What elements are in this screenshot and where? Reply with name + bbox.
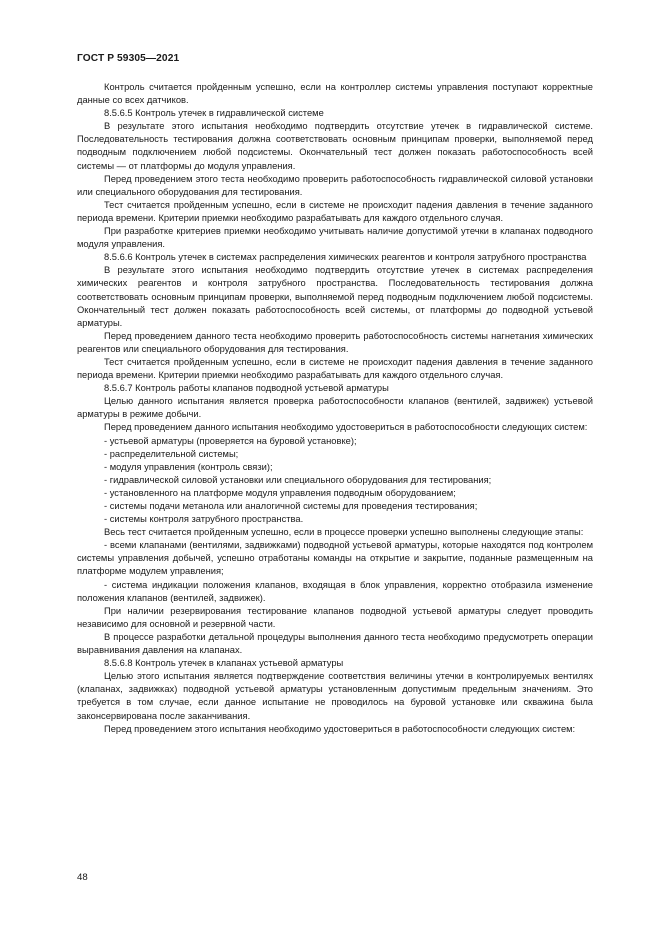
list-item: - гидравлической силовой установки или специального оборудования для тестирования; [104,474,492,485]
list-item: - устьевой арматуры (проверяется на буровой установке); [104,435,357,446]
section-heading-8-5-6-7: 8.5.6.7 Контроль работы клапанов подводной устьевой арматуры [104,383,389,394]
list-item: - модуля управления (контроль связи); [104,461,273,472]
paragraph: В результате этого испытания необходимо подтвердить отсутствие утечек в системах распределения химических реагентов и контроля затрубного пространства. Последовательность тестирования должна соответствовать основным принципам проверки, выполняемой перед подводным подключением любой подсистемы. Окончательный тест должен показать работоспособность всей системы, от платформы до подводной устьевой арматуры. [77,265,593,328]
paragraph: Весь тест считается пройденным успешно, если в процессе проверки успешно выполнены следующие этапы: [104,527,584,538]
paragraph: Целью данного испытания является проверка работоспособности клапанов (вентилей, задвижек) устьевой арматуры в режиме добычи. [77,396,593,420]
list-item: - системы контроля затрубного пространства. [104,514,304,525]
paragraph: В результате этого испытания необходимо подтвердить отсутствие утечек в гидравлической системе. Последовательность тестирования должна соответствовать основным принципам проверки, выполняемой перед подводным подключением любой подсистемы. Окончательный тест должен показать работоспособность всей системы — от платформы до модуля управления. [77,121,593,171]
paragraph: Перед проведением данного испытания необходимо удостовериться в работоспособности следующих систем: [104,422,588,433]
list-item: - всеми клапанами (вентилями, задвижками) подводной устьевой арматуры, которые находятся под контролем системы управления добычей, успешно отработаны команды на открытие и закрытие, поданные размещенным на платформе модулем управления; [77,540,593,577]
paragraph: При наличии резервирования тестирование клапанов подводной устьевой арматуры следует проводить независимо для основной и резервной части. [77,605,593,629]
document-body [77,81,593,736]
paragraph: Целью этого испытания является подтверждение соответствия величины утечки в контролируемых вентилях (клапанах, задвижках) подводной устьевой арматуры установленным допустимым предельным значениям. Это требуется в том случае, если данное испытание не проводилось на буровой установке или скважина была законсервирована после заканчивания. [77,671,593,721]
section-heading-8-5-6-8: 8.5.6.8 Контроль утечек в клапанах устьевой арматуры [104,658,344,669]
section-heading-8-5-6-6: 8.5.6.6 Контроль утечек в системах распределения химических реагентов и контроля затрубного пространства [104,252,587,263]
paragraph: Контроль считается пройденным успешно, если на контроллер системы управления поступают корректные данные со всех датчиков. [77,82,593,106]
paragraph: Перед проведением данного теста необходимо проверить работоспособность системы нагнетания химических реагентов или специального оборудования для тестирования. [77,330,593,354]
list-item: - распределительной системы; [104,448,239,459]
paragraph: Перед проведением этого теста необходимо проверить работоспособность гидравлической силовой установки или специального оборудования для тестирования. [77,173,593,197]
paragraph: В процессе разработки детальной процедуры выполнения данного теста необходимо предусмотреть операции выравнивания давления на клапанах. [77,631,593,656]
paragraph: Тест считается пройденным успешно, если в системе не происходит падения давления в течение заданного периода времени. Критерии приемки необходимо разрабатывать для каждого отдельного случая. [77,356,593,381]
list-item: - система индикации положения клапанов, входящая в блок управления, корректно отобразила изменение положения клапанов (вентилей, задвижек). [77,579,593,603]
section-heading-8-5-6-5: 8.5.6.5 Контроль утечек в гидравлической системе [104,108,324,119]
page-number: 48 [77,872,88,883]
list-item: - установленного на платформе модуля управления подводным оборудованием; [104,487,456,498]
list-item: - системы подачи метанола или аналогичной системы для проведения тестирования; [104,501,478,511]
document-header: ГОСТ Р 59305—2021 [77,53,180,64]
paragraph: При разработке критериев приемки необходимо учитывать наличие допустимой утечки в клапанах подводного модуля управления. [77,226,593,250]
paragraph: Тест считается пройденным успешно, если в системе не происходит падения давления в течение заданного периода времени. Критерии приемки необходимо разрабатывать для каждого отдельного случая. [77,199,593,223]
paragraph: Перед проведением этого испытания необходимо удостовериться в работоспособности следующих систем: [104,723,576,734]
